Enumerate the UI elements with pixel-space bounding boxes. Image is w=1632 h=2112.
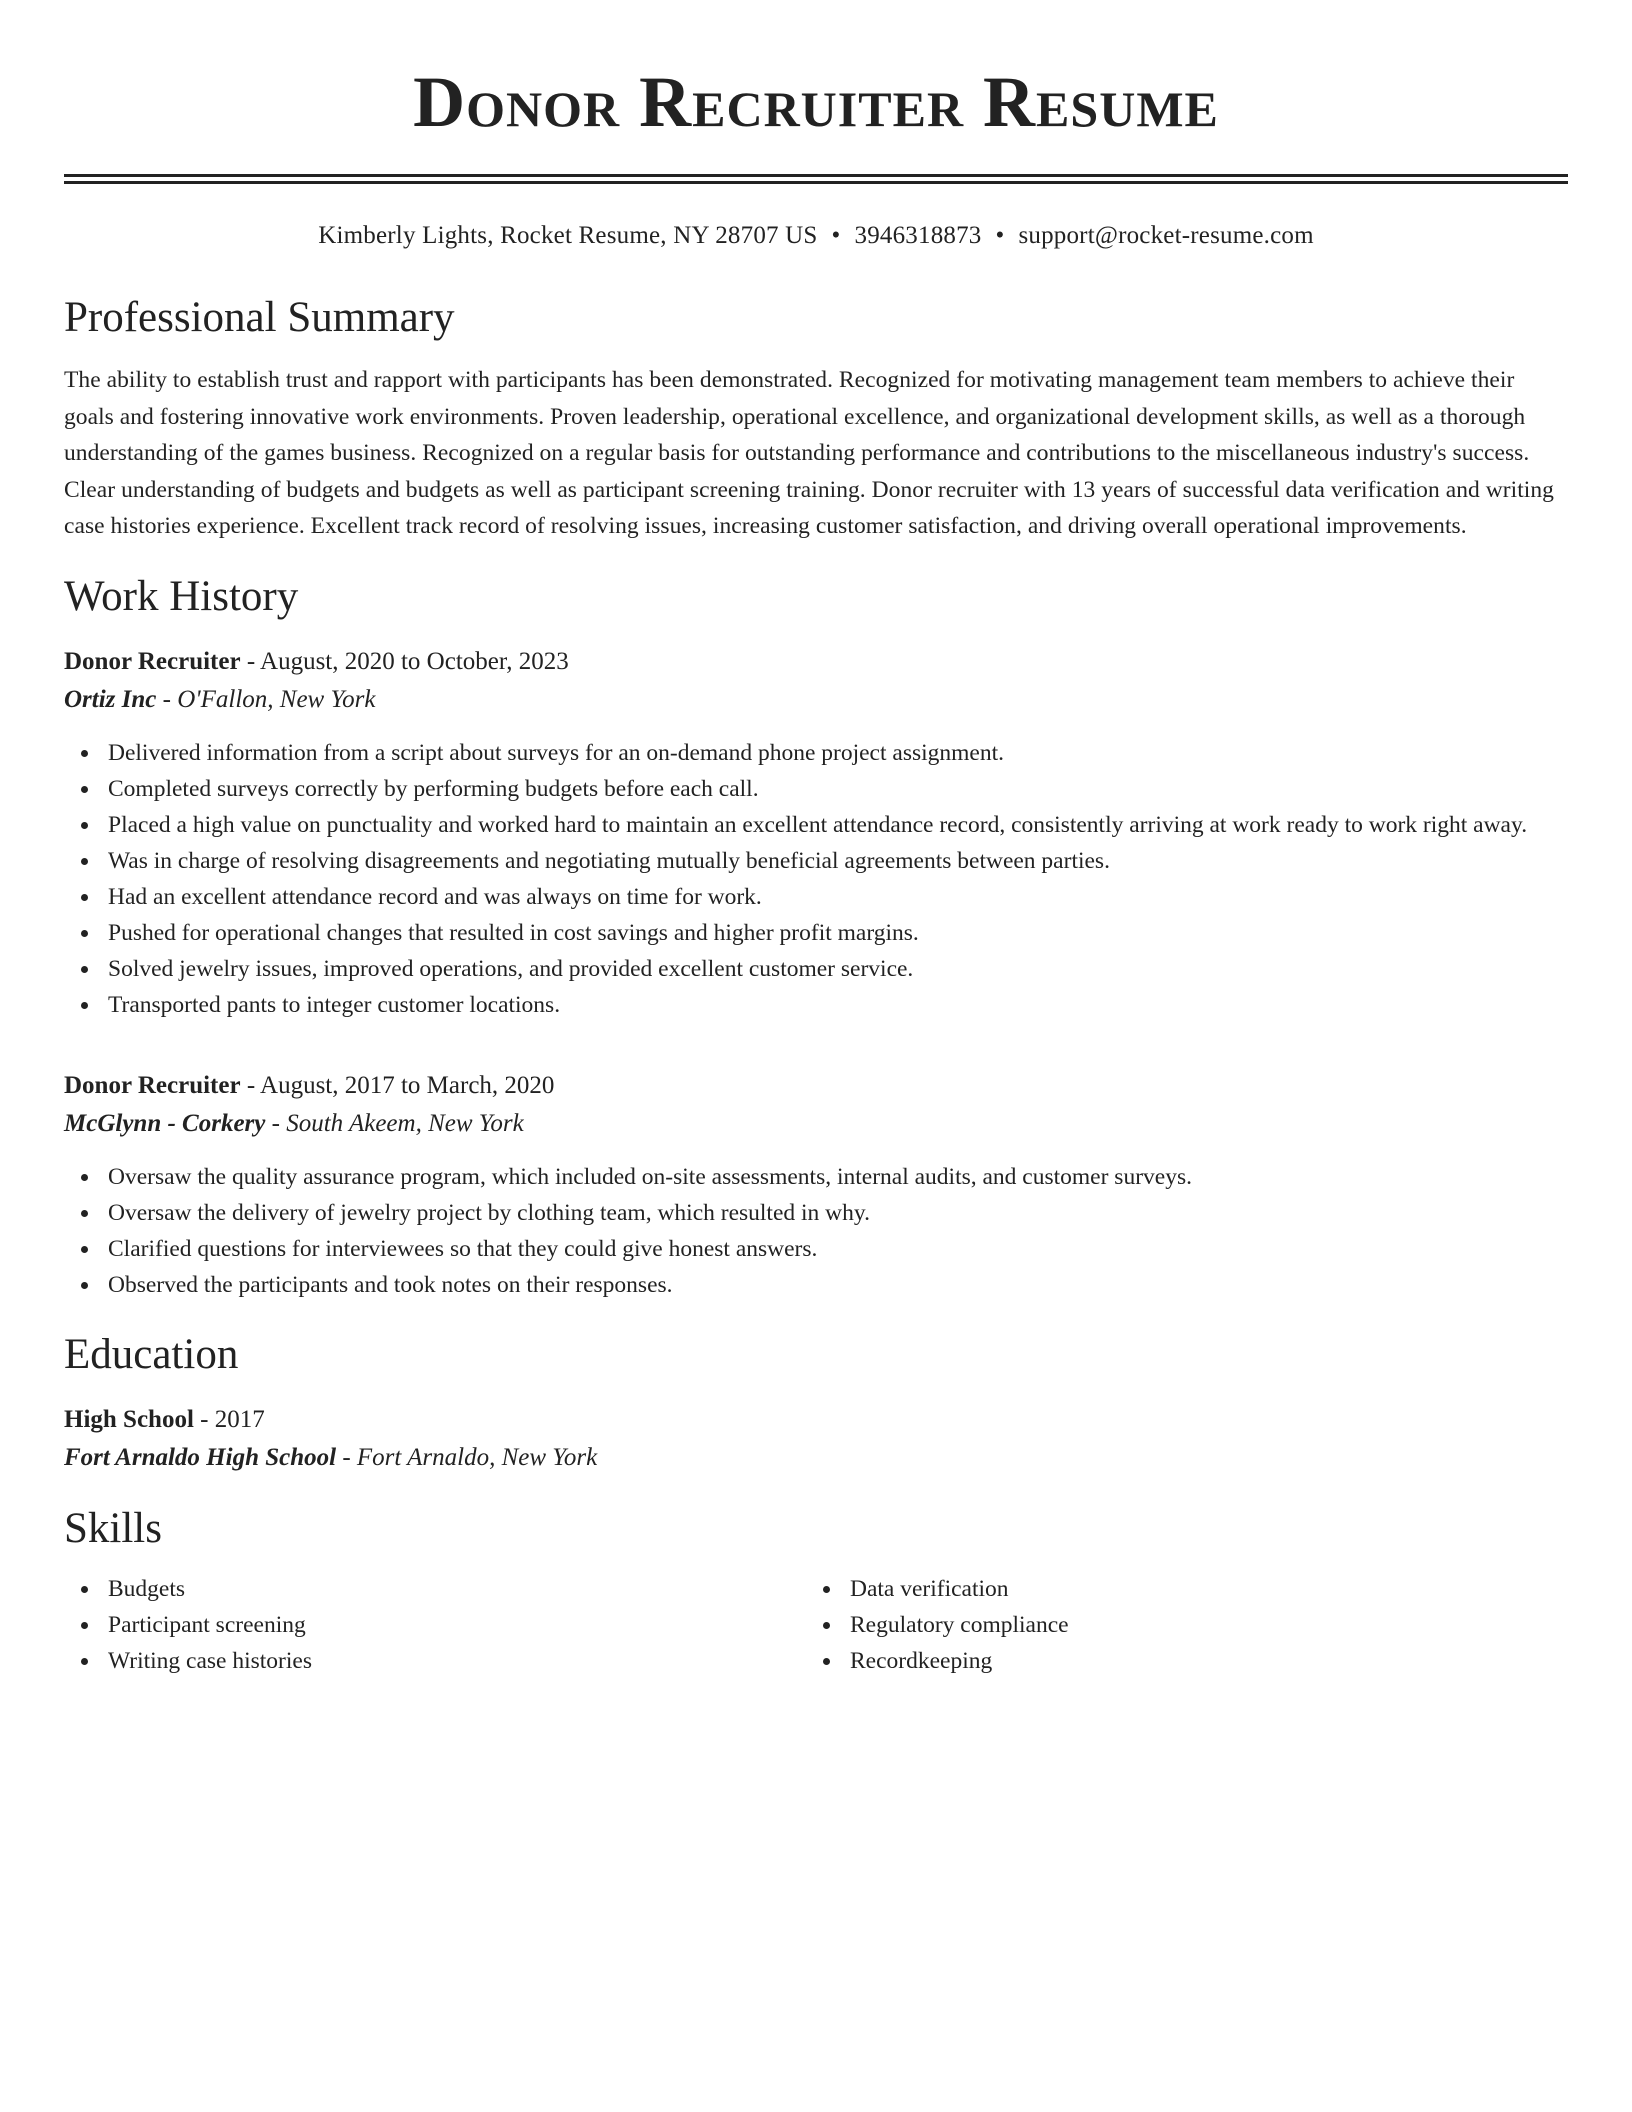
contact-separator: •: [995, 222, 1005, 249]
education-entry: [64, 1401, 1568, 1477]
contact-separator: •: [831, 222, 841, 249]
skill-item: Budgets: [64, 1571, 806, 1607]
skill-item: Data verification: [806, 1571, 1548, 1607]
skill-item: Recordkeeping: [806, 1643, 1548, 1679]
job-bullet: Delivered information from a script about surveys for an on-demand phone project assignment.: [64, 735, 1568, 771]
job-entry: [64, 643, 1568, 1023]
job-bullets: [64, 735, 1568, 1023]
skills-column-left: [64, 1571, 806, 1679]
job-bullet: Solved jewelry issues, improved operations, and provided excellent customer service.: [64, 951, 1568, 987]
job-role-line: [64, 643, 1568, 681]
education-heading: Education: [64, 1330, 239, 1378]
resume-title: Donor Recruiter Resume: [413, 62, 1219, 142]
job-bullet: Transported pants to integer customer locations.: [64, 987, 1568, 1023]
contact-email: support@rocket-resume.com: [1018, 222, 1314, 249]
contact-phone: 3946318873: [854, 222, 982, 249]
job-bullet: Clarified questions for interviewees so that they could give honest answers.: [64, 1231, 1568, 1267]
job-bullet: Had an excellent attendance record and was always on time for work.: [64, 879, 1568, 915]
job-title: Donor Recruiter: [64, 647, 241, 675]
title-divider: [64, 174, 1568, 184]
job-title: Donor Recruiter: [64, 1071, 241, 1099]
job-location: - South Akeem, New York: [265, 1109, 524, 1137]
job-bullet: Oversaw the quality assurance program, which included on-site assessments, internal audits, and customer surveys.: [64, 1159, 1568, 1195]
summary-text: The ability to establish trust and rapport with participants has been demonstrated. Recognized for motivating management team members to achieve their goals and fostering innovative work environments. Proven leadership, operational excellence, and organizational development skills, as well as a thorough understanding of the games business. Recognized on a regular basis for outstanding performance and contributions to the miscellaneous industry's success. Clear understanding of budgets and budgets as well as participant screening training. Donor recruiter with 13 years of successful data verification and writing case histories experience. Excellent track record of resolving issues, increasing customer satisfaction, and driving overall operational improvements.: [64, 367, 1554, 539]
job-company-line: [64, 681, 1568, 719]
skill-item: Participant screening: [64, 1607, 806, 1643]
job-company: Ortiz Inc: [64, 685, 157, 713]
skills-heading: Skills: [64, 1504, 162, 1552]
skill-item: Regulatory compliance: [806, 1607, 1548, 1643]
education-degree-line: [64, 1401, 1568, 1439]
education-degree: High School: [64, 1405, 194, 1433]
job-entry: [64, 1067, 1568, 1303]
education-location: - Fort Arnaldo, New York: [336, 1443, 598, 1471]
education-school-line: [64, 1439, 1568, 1477]
education-year: - 2017: [193, 1405, 265, 1433]
job-bullet: Placed a high value on punctuality and worked hard to maintain an excellent attendance record, consistently arriving at work ready to work right away.: [64, 807, 1568, 843]
skill-item: Writing case histories: [64, 1643, 806, 1679]
job-bullet: Completed surveys correctly by performing budgets before each call.: [64, 771, 1568, 807]
contact-address: Kimberly Lights, Rocket Resume, NY 28707 US: [318, 222, 818, 249]
skills-column-right: [806, 1571, 1548, 1679]
skills-grid: [64, 1571, 1568, 1679]
job-dates: - August, 2020 to October, 2023: [240, 647, 569, 675]
job-company-line: [64, 1105, 1568, 1143]
summary-heading: Professional Summary: [64, 294, 455, 341]
job-bullet: Observed the participants and took notes on their responses.: [64, 1267, 1568, 1303]
work-history-heading: Work History: [64, 572, 299, 620]
job-bullets: [64, 1159, 1568, 1303]
job-role-line: [64, 1067, 1568, 1105]
job-bullet: Oversaw the delivery of jewelry project by clothing team, which resulted in why.: [64, 1195, 1568, 1231]
job-bullet: Was in charge of resolving disagreements and negotiating mutually beneficial agreements between parties.: [64, 843, 1568, 879]
education-school: Fort Arnaldo High School: [64, 1443, 337, 1471]
job-location: - O'Fallon, New York: [156, 685, 376, 713]
job-dates: - August, 2017 to March, 2020: [240, 1071, 555, 1099]
contact-line: [64, 220, 1568, 252]
job-bullet: Pushed for operational changes that resulted in cost savings and higher profit margins.: [64, 915, 1568, 951]
job-company: McGlynn - Corkery: [64, 1109, 266, 1137]
